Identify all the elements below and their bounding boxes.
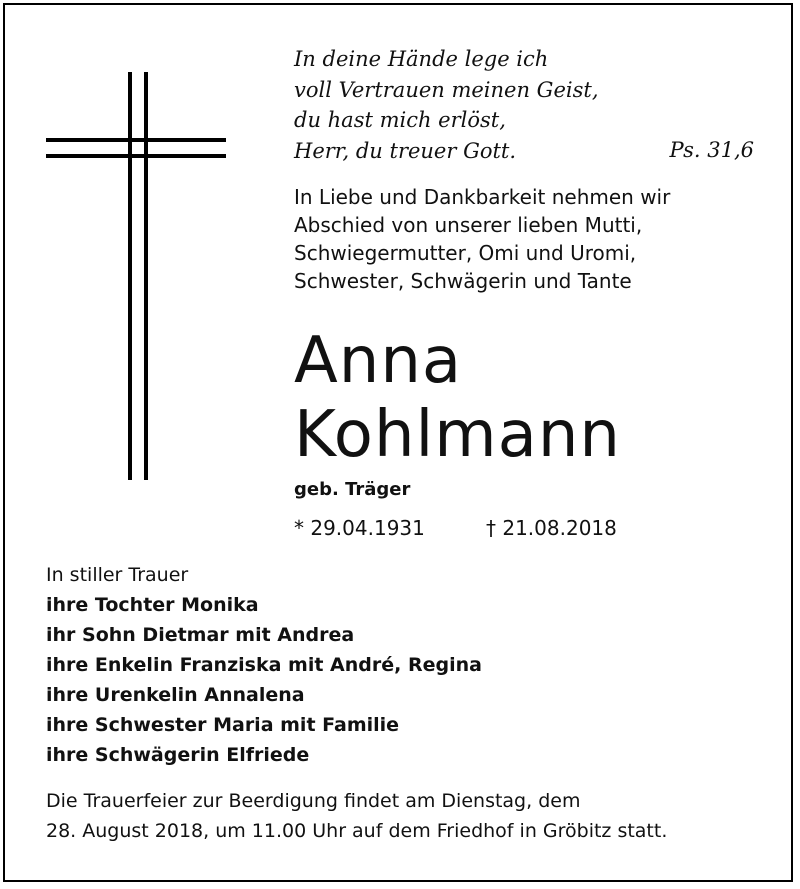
mourner-entry: ihre Urenkelin Annalena <box>46 684 305 706</box>
cross-crossbar <box>46 138 226 158</box>
mourner-entry: ihre Schwester Maria mit Familie <box>46 714 400 736</box>
psalm-line: du hast mich erlöst, <box>294 108 506 132</box>
psalm-line: voll Vertrauen meinen Geist, <box>294 77 599 102</box>
intro-line: Schwester, Schwägerin und Tante <box>294 269 632 293</box>
deceased-name <box>294 324 621 472</box>
deceased-last-name: Kohlmann <box>294 398 621 472</box>
death-date: † 21.08.2018 <box>486 516 617 540</box>
psalm-verse <box>294 44 764 166</box>
mourner-entry: ihr Sohn Dietmar mit Andrea <box>46 624 355 646</box>
mourners-list <box>46 560 746 770</box>
mourner-entry: ihre Schwägerin Elfriede <box>46 744 310 766</box>
funeral-line: Die Trauerfeier zur Beerdigung findet am Dienstag, dem <box>46 790 581 812</box>
mourners-lead: In stiller Trauer <box>46 564 189 586</box>
deceased-first-name: Anna <box>294 324 463 398</box>
psalm-line: Herr, du treuer Gott. <box>294 138 517 163</box>
intro-line: Abschied von unserer lieben Mutti, <box>294 213 643 237</box>
funeral-info <box>46 786 786 846</box>
psalm-reference: Ps. 31,6 <box>669 138 754 162</box>
birth-name: geb. Träger <box>294 479 411 500</box>
cross-join-right <box>144 138 148 158</box>
psalm-line: In deine Hände lege ich <box>294 47 549 71</box>
intro-line: In Liebe und Dankbarkeit nehmen wir <box>294 185 671 209</box>
mourner-entry: ihre Enkelin Franziska mit André, Regina <box>46 654 482 676</box>
mourner-entry: ihre Tochter Monika <box>46 594 259 616</box>
cross-icon <box>128 72 148 480</box>
funeral-line: 28. August 2018, um 11.00 Uhr auf dem Friedhof in Gröbitz statt. <box>46 820 668 842</box>
cross-join-left <box>128 138 132 158</box>
birth-date: * 29.04.1931 <box>294 516 425 540</box>
intro-line: Schwiegermutter, Omi und Uromi, <box>294 241 637 265</box>
farewell-intro <box>294 183 774 295</box>
